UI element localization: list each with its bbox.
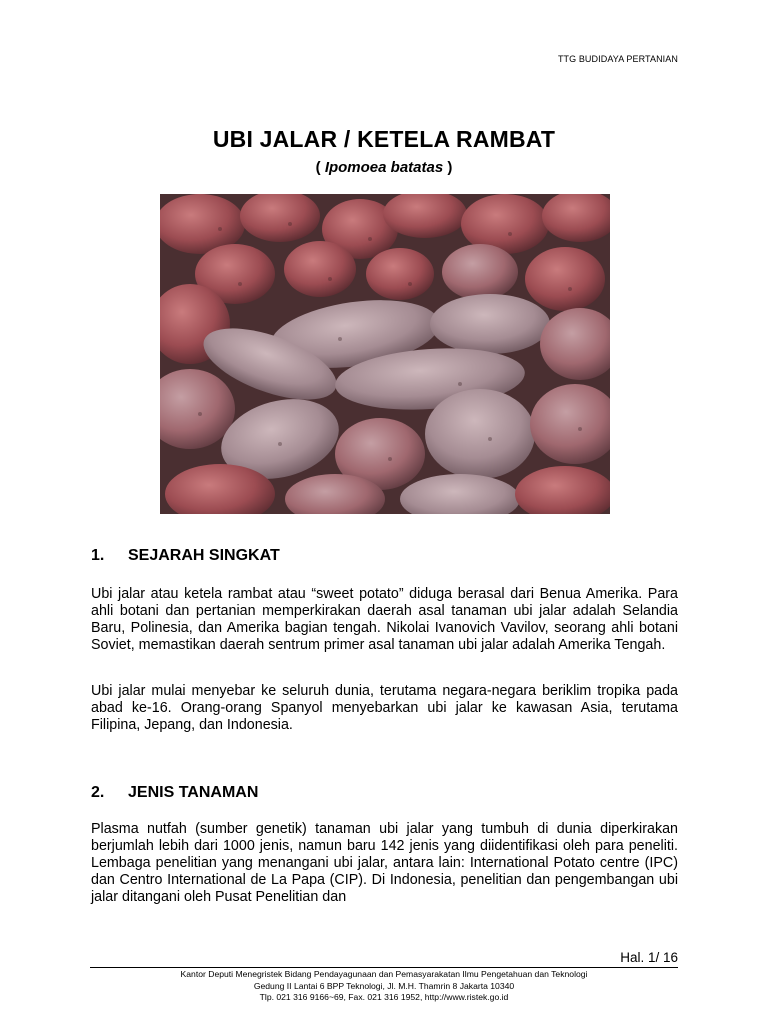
subtitle-open: ( <box>315 159 325 176</box>
section-heading-jenis-tanaman <box>91 784 258 802</box>
paragraph: Ubi jalar atau ketela rambat atau “sweet potato” diduga berasal dari Benua Amerika. Para ahli botani dan pertanian memperkirakan daerah asal tanaman ubi jalar adalah Selandia Baru, Polinesia, dan Amerika bagian tengah. Nikolai Ivanovich Vavilov, seorang ahli botani Soviet, memastikan daerah sentrum primer asal tanaman ubi jalar adalah Amerika Tengah. <box>91 586 678 653</box>
subtitle-close: ) <box>443 159 453 176</box>
paragraph: Ubi jalar mulai menyebar ke seluruh dunia, terutama negara-negara beriklim tropika pada abad ke-16. Orang-orang Spanyol menyebarkan ubi jalar ke kawasan Asia, terutama Filipina, Jepang, dan Indonesia. <box>91 683 678 733</box>
page-number: Hal. 1/ 16 <box>620 950 678 965</box>
section-number: 2. <box>91 784 105 801</box>
sweet-potato-photo <box>160 194 610 514</box>
latin-name: Ipomoea batatas <box>324 159 444 176</box>
footer-line: Gedung II Lantai 6 BPP Teknologi, Jl. M.H. Thamrin 8 Jakarta 10340 <box>253 980 515 991</box>
footer-line: Tlp. 021 316 9166~69, Fax. 021 316 1952, http://www.ristek.go.id <box>259 992 509 1002</box>
section-number: 1. <box>91 547 105 564</box>
footer-divider <box>90 967 678 968</box>
section-title: JENIS TANAMAN <box>128 784 259 801</box>
page-footer <box>90 969 678 1004</box>
section-heading-sejarah-singkat <box>91 547 280 565</box>
footer-line: Kantor Deputi Menegristek Bidang Pendayagunaan dan Pemasyarakatan Ilmu Pengetahuan dan Teknologi <box>180 969 588 979</box>
document-title: UBI JALAR / KETELA RAMBAT <box>212 126 556 152</box>
section-title: SEJARAH SINGKAT <box>128 547 280 564</box>
sweet-potato-illustration <box>160 194 610 514</box>
paragraph: Plasma nutfah (sumber genetik) tanaman ubi jalar yang tumbuh di dunia diperkirakan berjumlah lebih dari 1000 jenis, namun baru 142 jenis yang diidentifikasi oleh para peneliti. Lembaga penelitian yang menangani ubi jalar, antara lain: International Potato centre (IPC) dan Centro International de La Papa (CIP). Di Indonesia, penelitian dan pengembangan ubi jalar ditangani oleh Pusat Penelitian dan <box>91 821 678 905</box>
document-subtitle <box>0 159 768 176</box>
running-header: TTG BUDIDAYA PERTANIAN <box>557 54 678 64</box>
